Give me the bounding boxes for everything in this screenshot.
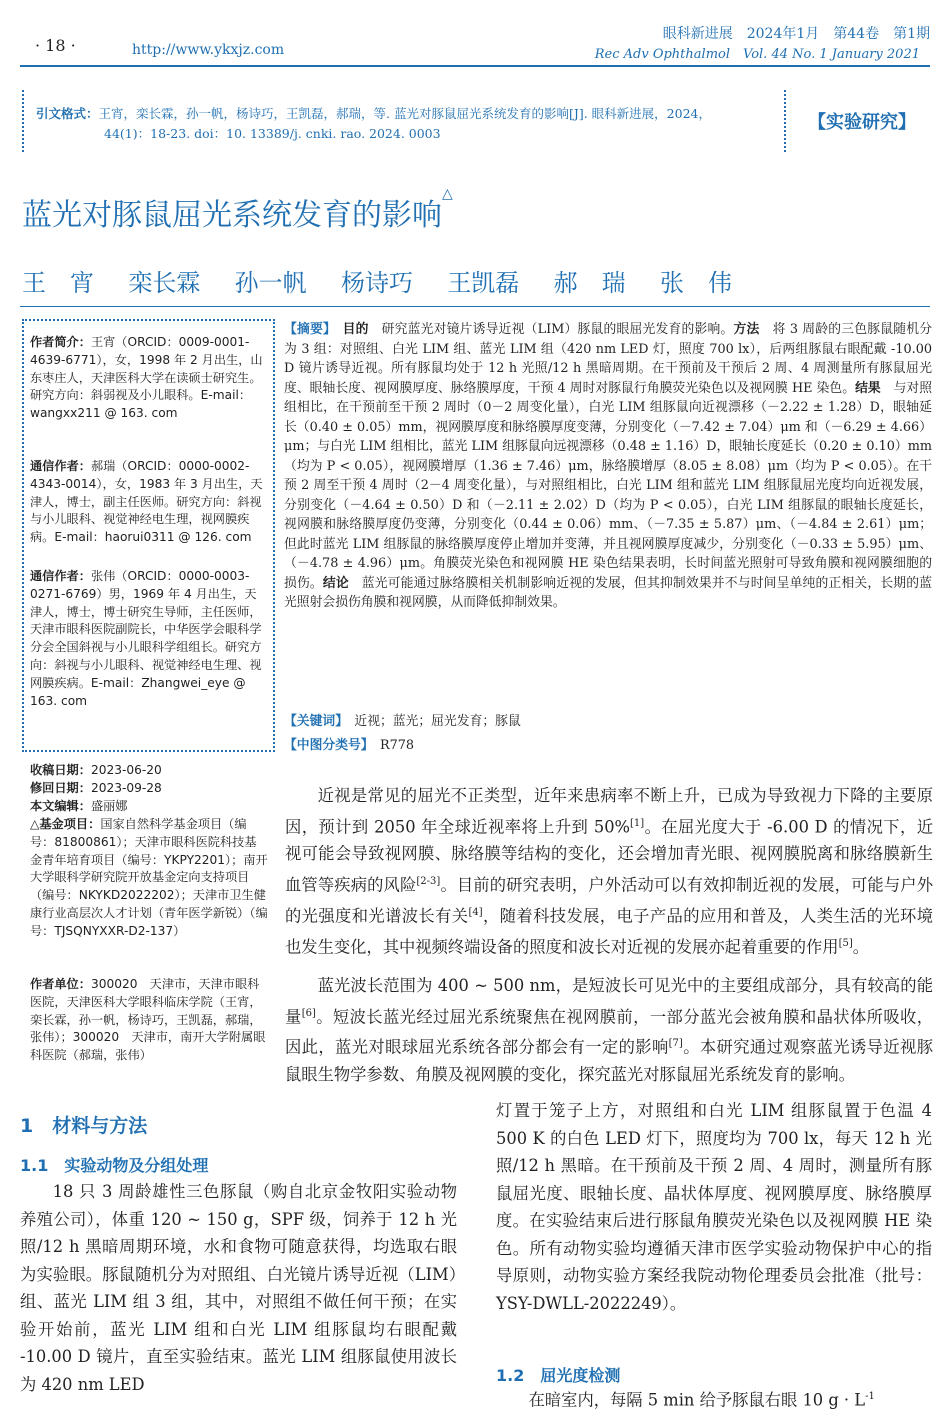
received-label: 收稿日期： [30,763,91,777]
text-run: ，随着科技发展，电子产品的应用和普及，人类生活的光环境也发生变化，其中视频终端设备的照度和波长对近视的发展亦起着重要的作用 [285,906,933,957]
author-intro [30,334,268,423]
author: 王 宵 [22,269,94,297]
author: 杨诗巧 [340,269,413,297]
methods-label: 方法 [733,322,760,337]
title-fund-mark: △ [442,186,453,202]
clc-number [284,734,932,753]
superscript: -1 [865,1391,875,1402]
citation [36,104,776,144]
header-rule [20,65,930,67]
clc-text: R778 [379,738,415,753]
corr2-label: 通信作者： [30,569,91,583]
author: 张 伟 [659,269,732,297]
conclusion-label: 结论 [322,575,349,591]
received-date [30,762,268,780]
keywords-text: 近视；蓝光；屈光发育；豚鼠 [354,714,521,729]
keywords-label: 【关键词】 [284,714,342,729]
reference-link[interactable]: [6] [301,1007,316,1019]
subsection-heading: 1.1 实验动物及分组处理 [20,1156,209,1175]
methods-paragraph-1: 18 只 3 周龄雄性三色豚鼠（购自北京金牧阳实验动物养殖公司），体重 120 ~ 150 g，SPF 级，饲养于 12 h 光照/12 h 黑暗周期环境，水和食物可随意获得，均选取右眼为实验眼。豚鼠随机分为对照组、白光镜片诱导近视（LIM）组、蓝光 LIM 组 3 组，其中，对照组不做任何干预；在实验开始前，蓝光 LIM 组和白光 LIM 组豚鼠均右眼配戴 -10.00 D 镜片，直至实验结束。蓝光 LIM 组豚鼠使用波长为 420 nm LED [20,1182,457,1394]
citation-text-2: 44(1)：18-23. doi：10. 13389/j. cnki. rao. 2024. 0003 [104,126,441,141]
conclusion-text: 蓝光可能通过脉络膜相关机制影响近视的发展，但其抑制效果并不与时间呈单纯的正相关，长期的蓝光照射会损伤角膜和视网膜，从而降低抑制效果。 [284,575,933,610]
reference-link[interactable]: [5] [838,937,853,949]
editor-value: 盛丽娜 [90,799,128,813]
page-number: · 18 · [35,36,76,55]
article-title [22,186,453,234]
journal-url[interactable]: http://www.ykxjz.com [132,42,285,58]
text-run: 。本研究通过观察蓝光诱导近视豚鼠眼生物学参数、角膜及视网膜的变化，探究蓝光对豚鼠屈光系统发育的影响。 [285,1037,933,1085]
reference-link[interactable]: [2-3] [416,875,441,887]
fund-info [30,816,268,941]
text-run: 。目前的研究表明，户外活动可以有效抑制近视的发展，可能与户外的光强度和光谱波长有关 [285,875,933,926]
author-intro-label: 作者简介： [30,335,91,349]
corresponding-author-2 [30,568,268,710]
corr1-text: 郝瑞（ORCID：0000-0002-4343-0014），女，1983 年 3 月出生，天津人，博士，副主任医师。研究方向：斜视与小儿眼科、视觉神经电生理，视网膜疾病。E-mail：haorui0311 @ 126. com [30,459,263,545]
text-run: 。短波长蓝光经过屈光系统聚焦在视网膜前，一部分蓝光会被角膜和晶状体所吸收，因此，蓝光对眼球屈光系统各部分都会有一定的影响 [285,1006,933,1057]
revised-date [30,780,268,798]
clc-label: 【中图分类号】 [284,738,368,753]
author: 王凯磊 [447,269,520,297]
subsection-heading: 1.2 屈光度检测 [496,1366,621,1385]
text-run: 蓝光波长范围为 400 ~ 500 nm，是短波长可见光中的主要组成部分，具有较高的能量 [285,976,933,1026]
affil-text: 300020 天津市，天津市眼科医院，天津医科大学眼科临床学院（王宵，栾长霖，孙一帆，杨诗巧，王凯磊，郝瑞，张伟）；300020 天津市，南开大学附属眼科医院（郝瑞，张伟） [30,977,266,1063]
objective-label: 目的 [342,322,369,337]
fund-text: 国家自然科学基金项目（编号：81800861）；天津市眼科医院科技基金青年培育项目（编号：YKPY2201）；南开大学眼科学研究院开放基金定向支持项目（编号：NKYKD2022202）；天津市卫生健康行业高层次人才计划（青年医学新锐）（编号：TJSQNYXXR-D2-137） [30,817,268,938]
affiliation [30,976,268,1065]
title-rule [20,306,930,307]
corr1-label: 通信作者： [30,459,91,473]
text-run: 在暗室内，每隔 5 min 给予豚鼠右眼 10 g · L [528,1390,866,1410]
abstract [284,320,932,613]
results-text: 与对照组相比，在干预前至干预 2 周时（0－2 周变化量），白光 LIM 组豚鼠向近视漂移（－2.22 ± 1.28）D，眼轴延长（0.40 ± 0.05）mm，视网膜厚度和脉络膜厚度变薄，分别变化（－7.42 ± 7.04）μm 和（－6.29 ± 4.66）μm；与白光 LIM 组相比，蓝光 LIM 组豚鼠向远视漂移（0.48 ± 1.16）D，眼轴长度延长（0.20 ± 0.10）mm（均为 P < 0.05），视网膜增厚（1.36 ± 7.46）μm，脉络膜增厚（8.05 ± 8.08）μm（均为 P < 0.05）。在干预 2 周至干预 4 周时（2－4 周变化量），与对照组相比，白光 LIM 组和蓝光 LIM 组豚鼠屈光度均向近视发展，分别变化（－4.64 ± 0.50）D 和（－2.11 ± 2.02）D（均为 P < 0.05），白光 LIM 组豚鼠的眼轴长度延长，视网膜和脉络膜厚度仍变薄，分别变化（0.44 ± 0.06）mm、（－7.35 ± 5.87）μm、（－4.84 ± 2.61）μm；但此时蓝光 LIM 组豚鼠的脉络膜厚度停止增加并变薄，并且视网膜厚度减少，分别变化（－0.33 ± 5.95）μm、（－4.78 ± 4.96）μm。角膜荧光染色和视网膜 HE 染色结果表明，长时间蓝光照射可导致角膜和视网膜细胞的损伤。 [284,380,933,591]
corr2-text: 张伟（ORCID：0000-0003-0271-6769）男，1969 年 4 月出生，天津人，博士，博士研究生导师，主任医师，天津市眼科医院副院长，中华医学会眼科学分会全国斜视与小儿眼科学组组长。研究方向：斜视与小儿眼科、视觉神经电生理、视网膜疾病。E-mail：Zhangwei_eye @ 163. com [30,569,262,708]
author-intro-text: 王宵（ORCID：0009-0001-4639-6771），女，1998 年 2 月出生，山东枣庄人，天津医科大学在读硕士研究生。研究方向：斜弱视及小儿眼科。E-mail：wangxx211 @ 163. com [30,335,263,421]
reference-link[interactable]: [4] [468,906,483,918]
citation-label: 引文格式： [36,106,99,121]
intro-paragraph-2 [285,972,933,1089]
methods-text: 将 3 周龄的三色豚鼠随机分为 3 组：对照组、白光 LIM 组、蓝光 LIM 组（420 nm LED 灯，照度 700 lx），后两组豚鼠右眼配戴 -10.00 D 镜片诱导近视。所有豚鼠均处于 12 h 光照/12 h 黑暗周期。在干预前及干预后 2 周、4 周测量所有豚鼠屈光度、眼轴长度、视网膜厚度、脉络膜厚度，干预 4 周时对豚鼠行角膜荧光染色以及视网膜 HE 染色。 [284,322,933,396]
citation-text-1: 王宵，栾长霖，孙一帆，杨诗巧，王凯磊，郝瑞，等. 蓝光对豚鼠屈光系统发育的影响[J]. 眼科新进展，2024， [98,106,711,121]
editor-label: 本文编辑： [30,799,91,813]
affil-label: 作者单位： [30,977,91,991]
text-run: 。在屈光度大于 -6.00 D 的情况下，近视可能会导致视网膜、脉络膜等结构的变化，还会增加青光眼、视网膜脱离和脉络膜新生血管等疾病的风险 [285,816,933,895]
text-run: 。 [852,937,870,957]
article-category: 【实验研究】 [808,112,916,133]
text-run: 近视是常见的屈光不正类型，近年来患病率不断上升，已成为导致视力下降的主要原因，预计到 2050 年全球近视率将上升到 50% [285,786,933,836]
received-value: 2023-06-20 [90,763,162,777]
revised-label: 修回日期： [30,781,91,795]
editor [30,798,268,816]
author: 郝 瑞 [553,269,626,297]
author: 孙一帆 [234,269,307,297]
intro-paragraph-1 [285,782,933,961]
section-heading: 1 材料与方法 [20,1115,148,1137]
objective-text: 研究蓝光对镜片诱导近视（LIM）豚鼠的眼屈光发育的影响。 [381,322,734,337]
methods-paragraph-3 [496,1383,932,1414]
author-list [22,263,732,298]
corresponding-author-1 [30,458,268,547]
reference-link[interactable]: [1] [630,817,645,829]
title-text: 蓝光对豚鼠屈光系统发育的影响 [22,198,442,233]
keywords [284,710,932,729]
reference-link[interactable]: [7] [668,1038,683,1050]
author: 栾长霖 [128,269,201,297]
fund-label: △基金项目： [30,817,101,831]
journal-title-cn: 眼科新进展 2024年1月 第44卷 第1期 [662,26,930,42]
methods-paragraph-2: 灯置于笼子上方，对照组和白光 LIM 组豚鼠置于色温 4 500 K 的白色 LED 灯下，照度均为 700 lx，每天 12 h 光照/12 h 黑暗。在干预前及干预 2 周、4 周时，测量所有豚鼠屈光度、眼轴长度、晶状体厚度、视网膜厚度、脉络膜厚度。在实验结束后进行豚鼠角膜荧光染色以及视网膜 HE 染色。所有动物实验均遵循天津市医学实验动物保护中心的指导原则，动物实验方案经我院动物伦理委员会批准（批号：YSY-DWLL-2022249）。 [496,1101,932,1313]
journal-title-en: Rec Adv Ophthalmol Vol. 44 No. 1 January 2021 [594,47,920,62]
abstract-label: 【摘要】 [284,322,330,337]
results-label: 结果 [855,380,881,396]
revised-value: 2023-09-28 [90,781,162,795]
